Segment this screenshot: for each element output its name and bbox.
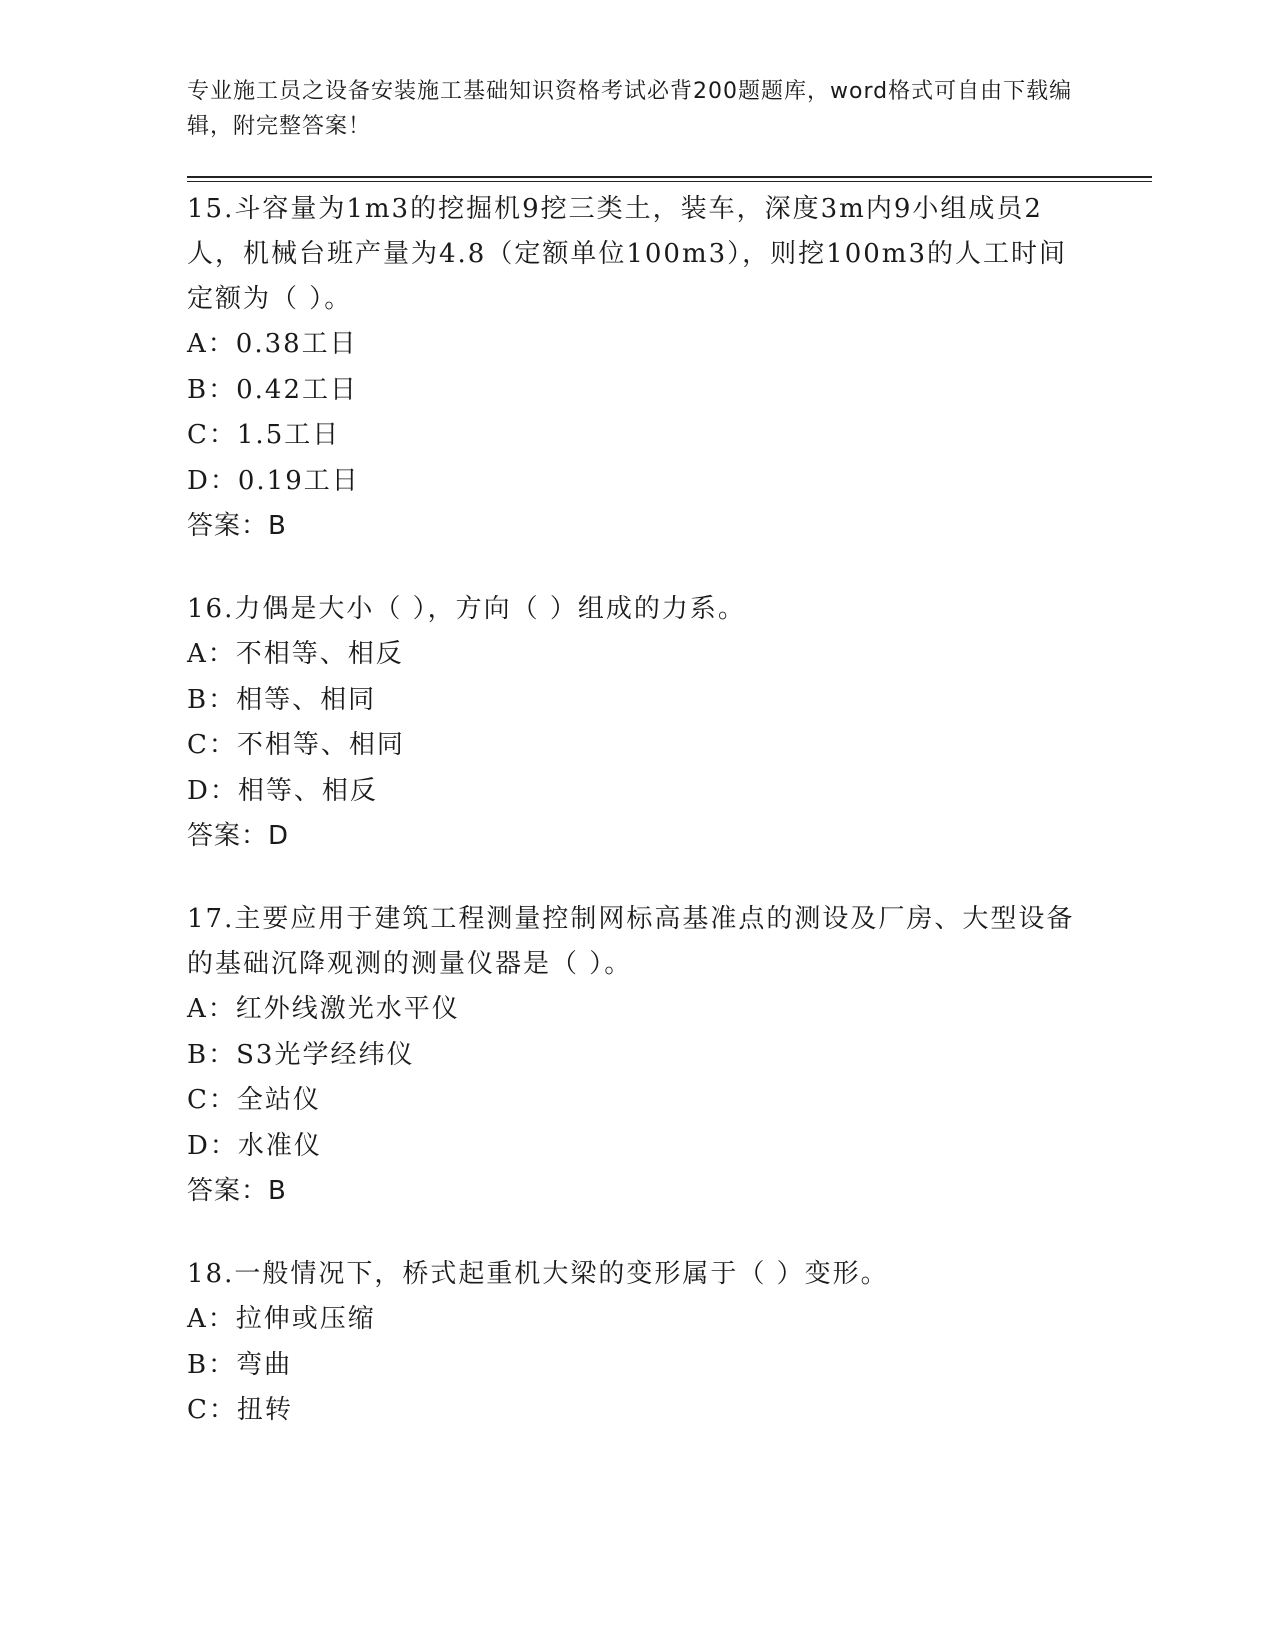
option-d: D：相等、相反 xyxy=(187,775,378,806)
question-16 xyxy=(187,587,1087,859)
option-c: C：1.5工日 xyxy=(187,420,341,450)
option-c: C：全站仪 xyxy=(187,1085,321,1115)
question-stem: 16.力偶是大小（ ），方向（ ）组成的力系。 xyxy=(187,594,746,624)
option-a: A：拉伸或压缩 xyxy=(187,1304,376,1334)
header-divider xyxy=(187,176,1152,182)
question-18 xyxy=(187,1252,1087,1434)
option-c: C：不相等、相同 xyxy=(187,730,405,760)
question-17 xyxy=(187,897,1087,1214)
option-d: D：0.19工日 xyxy=(187,465,360,496)
question-15 xyxy=(187,187,1087,549)
question-stem: 18.一般情况下，桥式起重机大梁的变形属于（ ）变形。 xyxy=(187,1259,889,1289)
answer-line: 答案：B xyxy=(187,1176,287,1206)
option-b: B：0.42工日 xyxy=(187,374,358,405)
answer-line: 答案：D xyxy=(187,821,290,851)
question-list xyxy=(187,187,1087,1472)
option-b: B：弯曲 xyxy=(187,1349,293,1380)
option-a: A：0.38工日 xyxy=(187,329,358,359)
option-c: C：扭转 xyxy=(187,1395,293,1425)
option-b: B：相等、相同 xyxy=(187,684,377,715)
question-stem: 15.斗容量为1m3的挖掘机9挖三类土，装车，深度3m内9小组成员2人，机械台班产量为4.8（定额单位100m3），则挖100m3的人工时间定额为（ ）。 xyxy=(187,194,1067,314)
option-a: A：不相等、相反 xyxy=(187,639,404,669)
document-header: 专业施工员之设备安装施工基础知识资格考试必背200题题库，word格式可自由下载编辑，附完整答案！ xyxy=(187,79,1073,139)
option-a: A：红外线激光水平仪 xyxy=(187,994,460,1024)
question-stem: 17.主要应用于建筑工程测量控制网标高基准点的测设及厂房、大型设备的基础沉降观测的测量仪器是（ ）。 xyxy=(187,904,1075,979)
option-b: B：S3光学经纬仪 xyxy=(187,1039,415,1070)
option-d: D：水准仪 xyxy=(187,1130,322,1161)
answer-line: 答案：B xyxy=(187,511,287,541)
